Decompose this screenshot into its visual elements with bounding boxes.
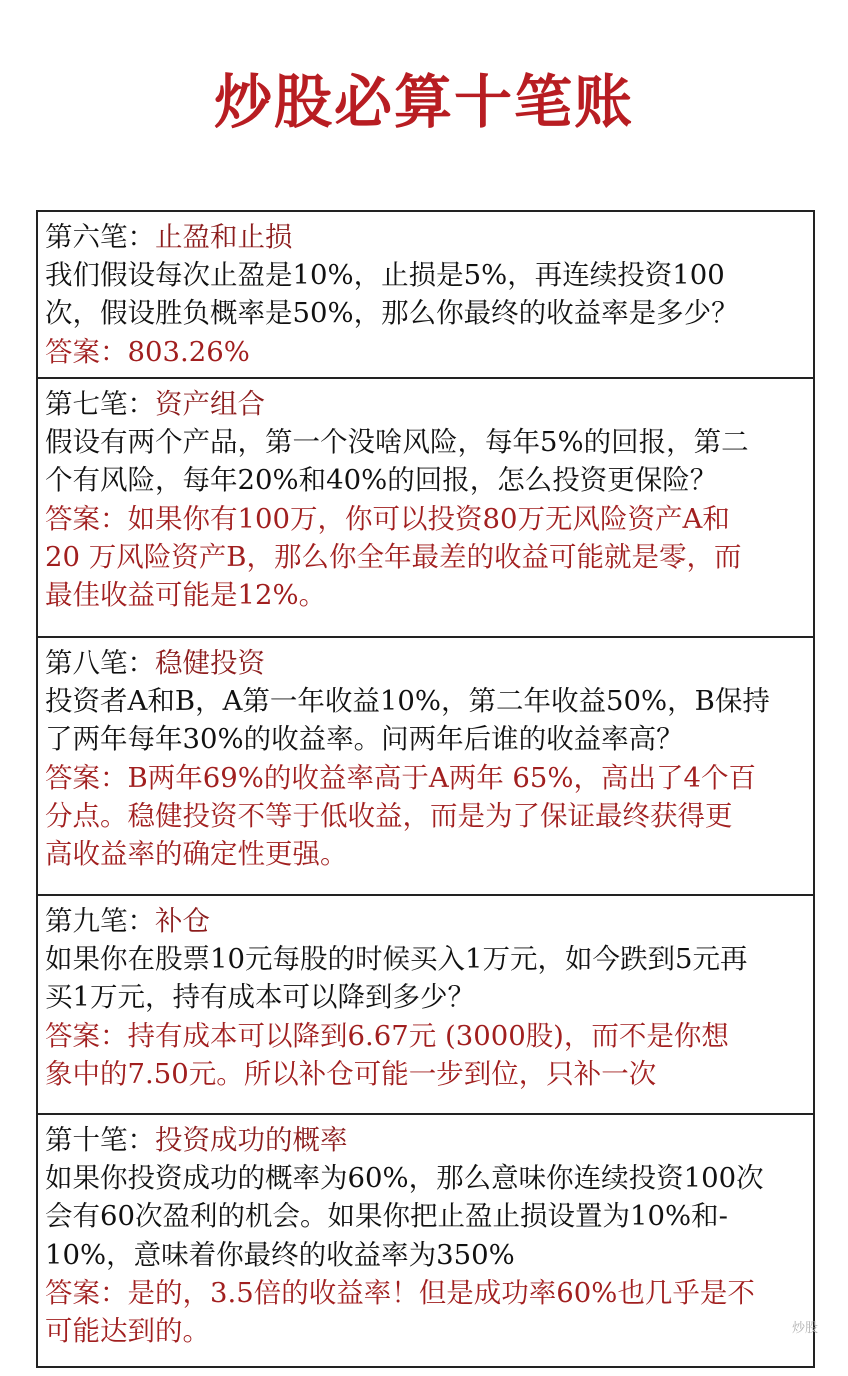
question-line: 我们假设每次止盈是10%，止损是5%，再连续投资100	[45, 259, 725, 292]
section-label: 第八笔：	[45, 647, 155, 679]
section-9	[38, 896, 813, 1115]
question-line: 投资者A和B，A第一年收益10%，第二年收益50%，B保持	[45, 685, 770, 718]
section-label: 第七笔：	[45, 388, 155, 420]
answer-line: 答案：持有成本可以降到6.67元 (3000股)，而不是你想	[45, 1019, 729, 1052]
watermark: 炒股	[791, 1321, 818, 1336]
section-label: 第六笔：	[45, 221, 155, 253]
section-label: 第十笔：	[45, 1124, 155, 1156]
accounts-table	[36, 210, 815, 1368]
question-line: 了两年每年30%的收益率。问两年后谁的收益率高？	[45, 723, 684, 756]
section-heading	[45, 385, 807, 423]
answer-line: 答案：是的，3.5倍的收益率！但是成功率60%也几乎是不	[45, 1276, 755, 1309]
section-label: 第九笔：	[45, 905, 155, 937]
answer-line: 高收益率的确定性更强。	[45, 838, 348, 871]
answer-line: 20 万风险资产B，那么你全年最差的收益可能就是零，而	[45, 540, 742, 573]
section-heading	[45, 902, 807, 940]
section-heading	[45, 1121, 807, 1159]
section-7	[38, 379, 813, 638]
question-line: 个有风险，每年20%和40%的回报，怎么投资更保险？	[45, 464, 718, 497]
section-topic: 止盈和止损	[155, 221, 293, 253]
answer-line: 可能达到的。	[45, 1315, 210, 1348]
answer-line: 答案：B两年69%的收益率高于A两年 65%，高出了4个百	[45, 761, 757, 794]
question-line: 买1万元，持有成本可以降到多少？	[45, 981, 475, 1014]
question-line: 如果你在股票10元每股的时候买入1万元，如今跌到5元再	[45, 943, 748, 976]
answer-line: 答案：如果你有100万，你可以投资80万无风险资产A和	[45, 502, 730, 535]
section-topic: 稳健投资	[155, 647, 265, 679]
section-heading	[45, 218, 807, 256]
page-title: 炒股必算十笔账	[213, 68, 634, 136]
answer-line: 分点。稳健投资不等于低收益，而是为了保证最终获得更	[45, 799, 733, 832]
section-10	[38, 1115, 813, 1366]
answer-line: 答案：803.26%	[45, 335, 250, 368]
question-line: 10%，意味着你最终的收益率为350%	[45, 1238, 515, 1271]
section-heading	[45, 644, 807, 682]
section-6	[38, 212, 813, 379]
section-topic: 补仓	[155, 905, 210, 937]
question-line: 如果你投资成功的概率为60%，那么意味你连续投资100次	[45, 1162, 764, 1195]
section-8	[38, 638, 813, 896]
section-topic: 投资成功的概率	[155, 1124, 348, 1156]
answer-line: 最佳收益可能是12%。	[45, 579, 327, 612]
question-line: 假设有两个产品，第一个没啥风险，每年5%的回报，第二	[45, 426, 749, 459]
question-line: 次，假设胜负概率是50%，那么你最终的收益率是多少？	[45, 297, 739, 330]
question-line: 会有60次盈利的机会。如果你把止盈止损设置为10%和-	[45, 1200, 728, 1233]
answer-line: 象中的7.50元。所以补仓可能一步到位，只补一次	[45, 1057, 657, 1090]
section-topic: 资产组合	[155, 388, 265, 420]
